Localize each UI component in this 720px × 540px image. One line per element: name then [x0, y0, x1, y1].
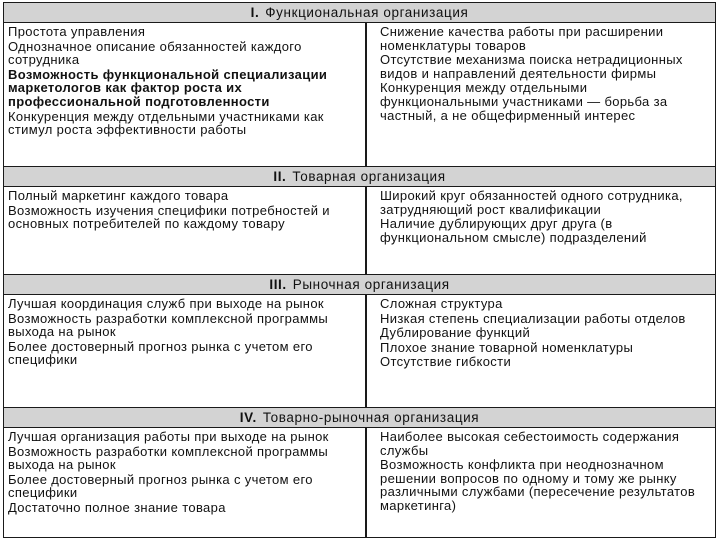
section-3-disadvantages	[367, 295, 715, 407]
section-4-advantages	[4, 428, 367, 537]
advantage-item: Простота управления	[8, 24, 146, 39]
disadvantage-item: Отсутствие механизма поиска нетрадиционных видов и направлений деятельности фирмы	[380, 52, 683, 81]
advantage-item: Достаточно полное знание товара	[8, 499, 226, 515]
section-1-body	[4, 23, 715, 166]
section-1-header	[4, 3, 715, 23]
advantage-item: Конкуренция между отдельными участниками как стимул роста эффективности работы	[8, 108, 324, 138]
advantage-item: Однозначное описание обязанностей каждого сотрудника	[8, 38, 302, 68]
section-2-number: II.	[273, 169, 287, 184]
section-2-disadvantages	[367, 187, 715, 274]
section-1-advantages	[4, 23, 367, 166]
section-3-advantages	[4, 295, 367, 407]
disadvantage-item: Дублирование функций	[380, 325, 531, 341]
advantage-item: Лучшая координация служб при выходе на рынок	[8, 296, 324, 311]
section-4-title: Товарно-рыночная организация	[262, 410, 480, 425]
advantage-item: Более достоверный прогноз рынка с учетом его специфики	[8, 338, 313, 368]
section-3-number: III.	[269, 277, 287, 292]
section-3-body	[4, 295, 715, 407]
section-1-number: I.	[250, 5, 260, 20]
section-4-number: IV.	[239, 410, 257, 425]
advantage-item: Возможность разработки комплексной программы выхода на рынок	[8, 310, 329, 340]
section-1-title: Функциональная организация	[265, 5, 469, 20]
disadvantage-item: Наиболее высокая себестоимость содержания службы	[380, 429, 680, 458]
section-2-header	[4, 166, 715, 187]
disadvantage-item: Конкуренция между отдельными функциональными участниками — борьба за частный, а не общефирменный интерес	[380, 80, 668, 123]
section-1-disadvantages	[367, 23, 715, 166]
section-3-title: Рыночная организация	[292, 277, 450, 292]
advantage-item: Возможность функциональной специализации маркетологов как фактор роста их профессиональной подготовленности	[8, 66, 328, 109]
disadvantage-item: Снижение качества работы при расширении номенклатуры товаров	[380, 24, 664, 53]
disadvantage-item: Сложная структура	[380, 296, 503, 311]
section-4-disadvantages	[367, 428, 715, 537]
disadvantage-item: Широкий круг обязанностей одного сотрудника, затрудняющий рост квалификации	[380, 188, 683, 217]
advantage-item: Возможность разработки комплексной программы выхода на рынок	[8, 443, 329, 473]
section-2-title: Товарная организация	[292, 169, 446, 184]
section-2-advantages	[4, 187, 367, 274]
advantage-item: Более достоверный прогноз рынка с учетом его специфики	[8, 471, 313, 501]
section-4-body	[4, 428, 715, 537]
org-structure-table	[3, 2, 716, 538]
section-3-header	[4, 274, 715, 295]
advantage-item: Полный маркетинг каждого товара	[8, 188, 229, 203]
section-2-body	[4, 187, 715, 274]
section-4-header	[4, 407, 715, 428]
advantage-item: Лучшая организация работы при выходе на рынок	[8, 429, 329, 444]
disadvantage-item: Возможность конфликта при неоднозначном решении вопросов по одному и тому же рынку различными службами (пересечение результатов маркетинга)	[380, 457, 696, 513]
disadvantage-item: Отсутствие гибкости	[380, 354, 512, 370]
advantage-item: Возможность изучения специфики потребностей и основных потребителей по каждому товару	[8, 202, 330, 232]
disadvantage-item: Наличие дублирующих друг друга (в функциональном смысле) подразделений	[380, 216, 647, 245]
disadvantage-item: Плохое знание товарной номенклатуры	[380, 339, 634, 355]
disadvantage-item: Низкая степень специализации работы отделов	[380, 310, 686, 326]
